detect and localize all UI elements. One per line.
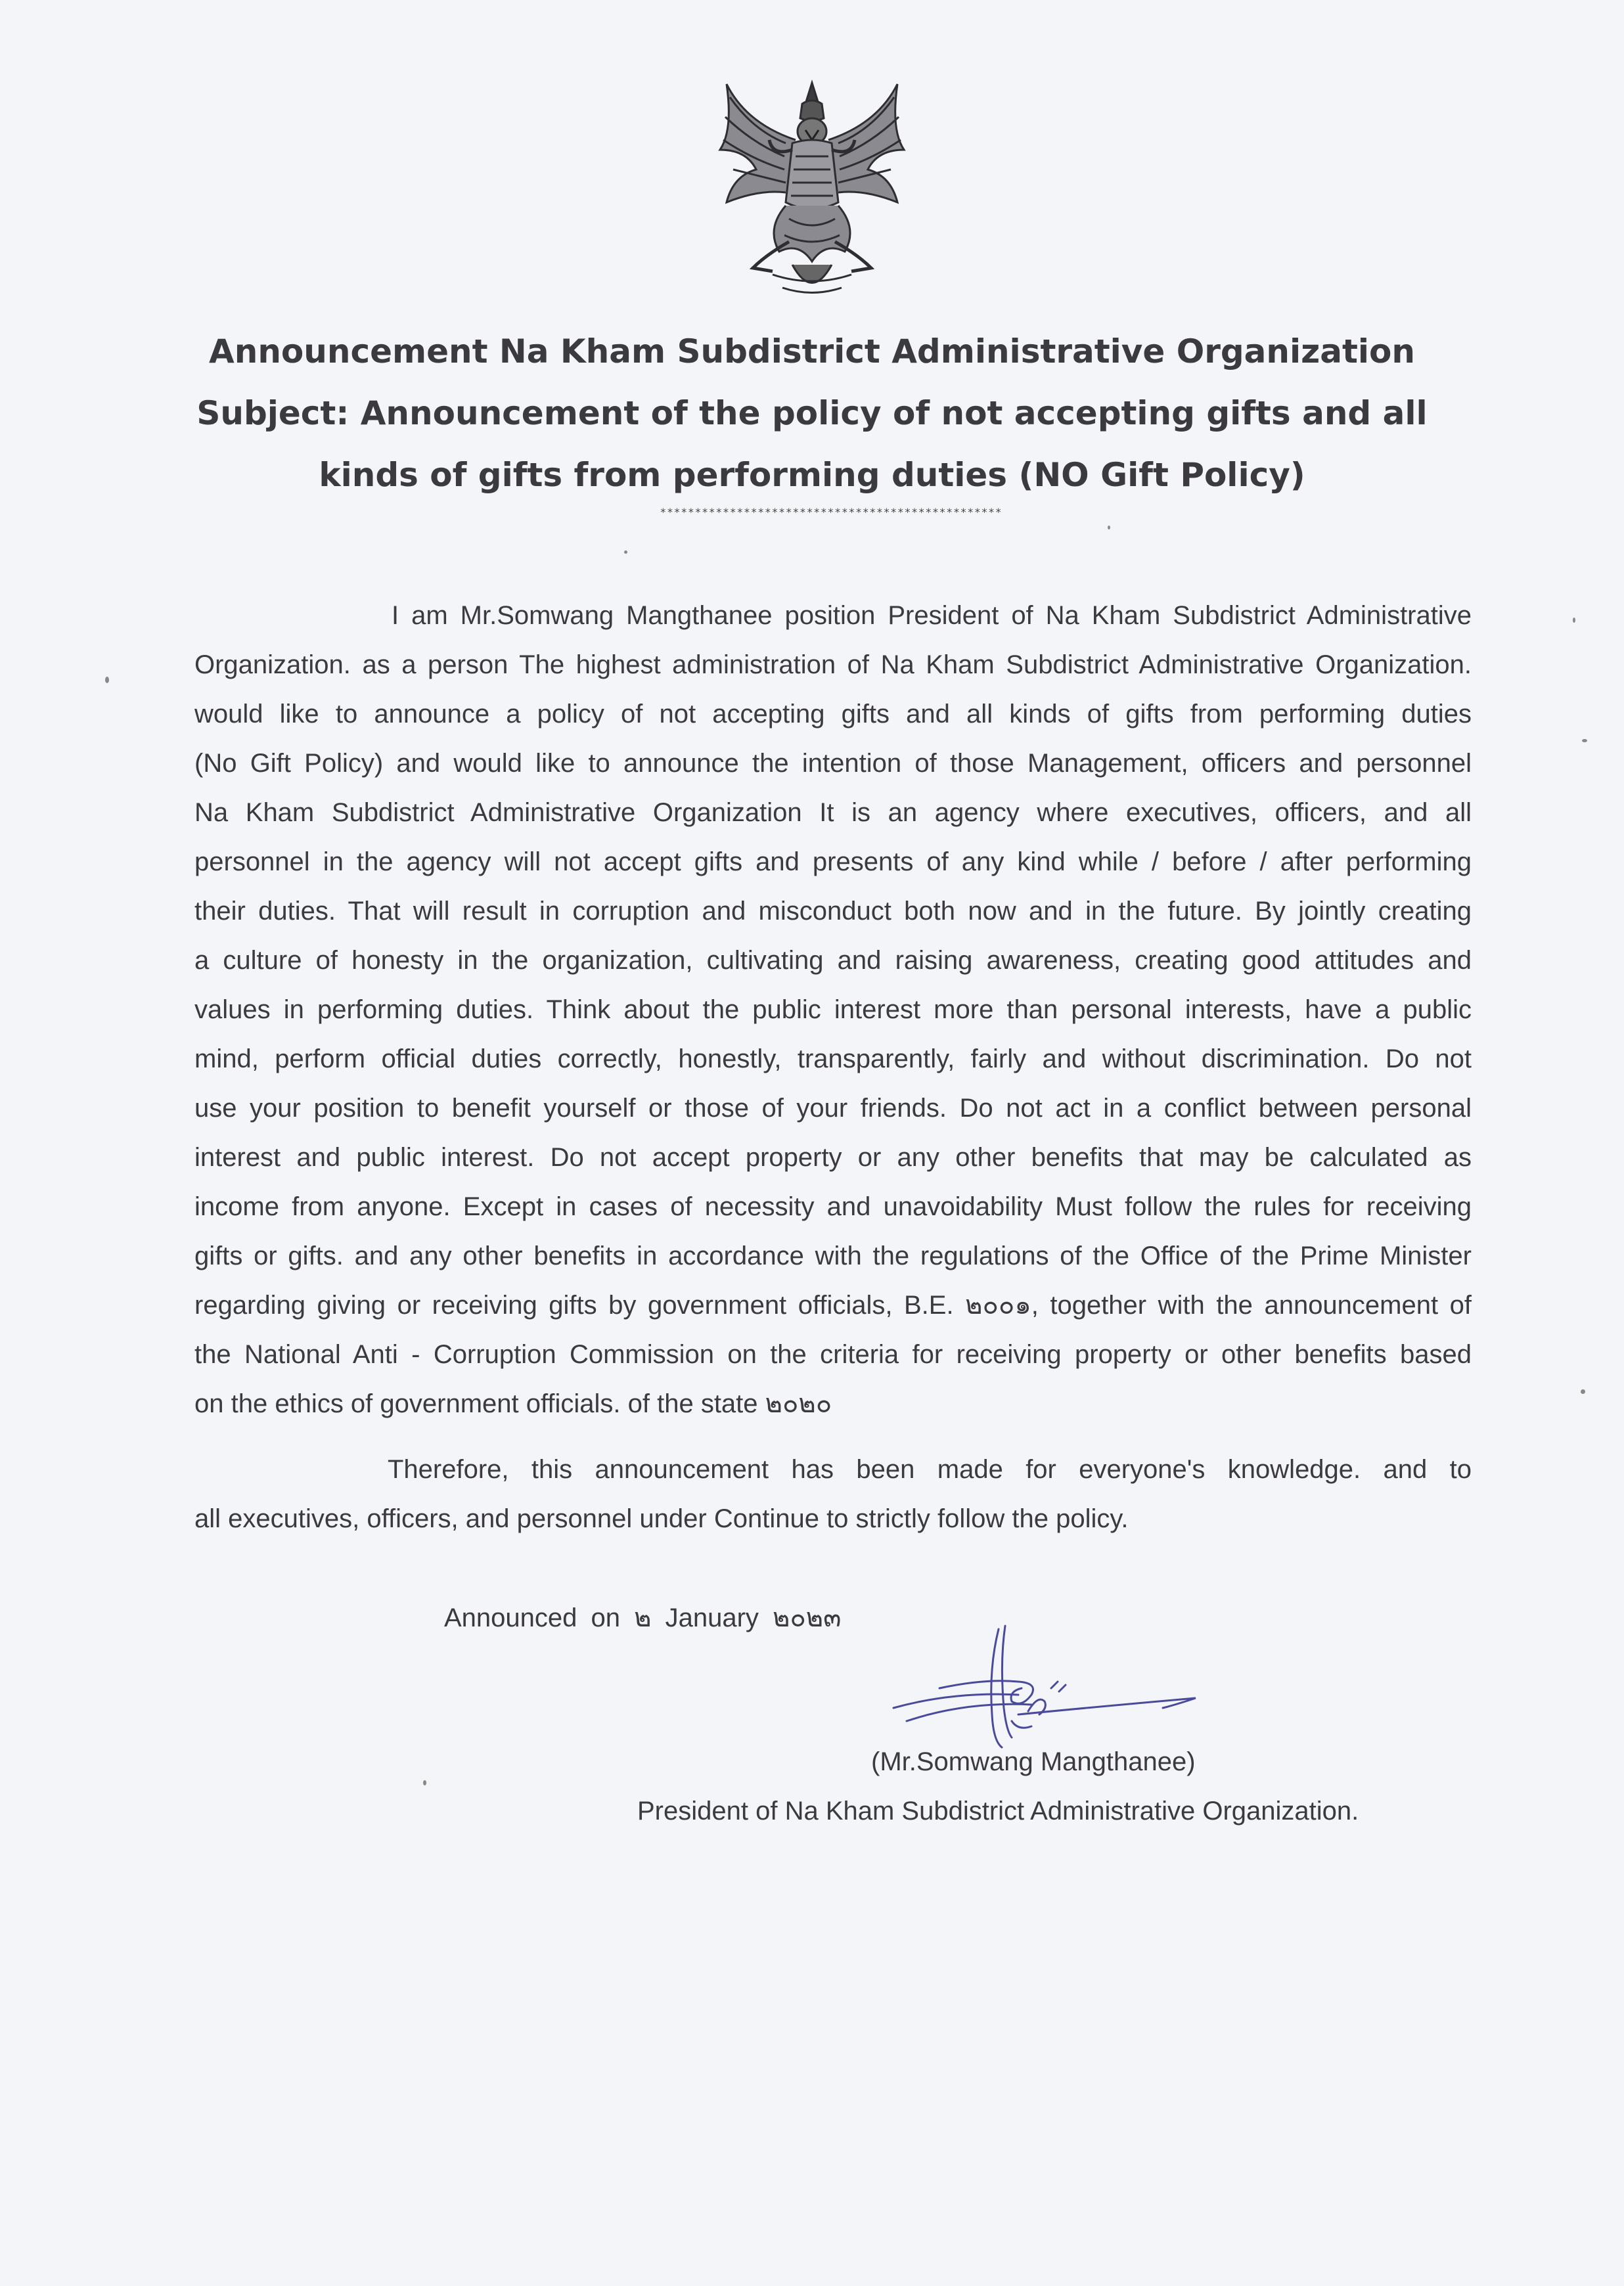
body-line: all executives, officers, and personnel under Continue to strictly follow the policy. <box>194 1504 1129 1533</box>
signature-icon <box>887 1616 1202 1754</box>
title-line-2: Subject: Announcement of the policy of not accepting gifts and all <box>196 394 1428 432</box>
body-line: interest and public interest. Do not accept property or any other benefits that may be calculated as <box>194 1143 1472 1172</box>
body-line: personnel in the agency will not accept gifts and presents of any kind while / before / after performing <box>194 847 1472 876</box>
body-line: the National Anti - Corruption Commission on the criteria for receiving property or other benefits based <box>194 1340 1472 1369</box>
body-line: Na Kham Subdistrict Administrative Organization It is an agency where executives, officers, and all <box>194 798 1472 827</box>
body-paragraph-2 <box>194 1445 1472 1544</box>
body-paragraph-1 <box>194 591 1472 1429</box>
body-line: income from anyone. Except in cases of necessity and unavoidability Must follow the rules for receiving <box>194 1192 1472 1221</box>
paper-speck <box>624 550 627 554</box>
paper-speck <box>105 677 109 683</box>
title-line-1: Announcement Na Kham Subdistrict Administrative Organization <box>209 332 1415 370</box>
signer-position: President of Na Kham Subdistrict Administrative Organization. <box>637 1797 1359 1826</box>
signer-name: (Mr.Somwang Mangthanee) <box>871 1747 1196 1776</box>
body-line: Therefore, this announcement has been made for everyone's knowledge. and to <box>388 1455 1472 1484</box>
garuda-emblem-icon <box>707 78 917 307</box>
body-line: a culture of honesty in the organization, cultivating and raising awareness, creating good attitudes and <box>194 946 1472 975</box>
body-line: values in performing duties. Think about the public interest more than personal interests, have a public <box>194 995 1472 1024</box>
document-title <box>131 321 1493 506</box>
paper-speck <box>1582 739 1587 742</box>
body-line: mind, perform official duties correctly, honestly, transparently, fairly and without discrimination. Do not <box>194 1044 1472 1073</box>
body-line: (No Gift Policy) and would like to announce the intention of those Management, officers and personnel <box>194 749 1472 778</box>
announcement-date: Announced on ๒ January ๒๐๒๓ <box>444 1603 842 1632</box>
body-line: on the ethics of government officials. of the state ๒๐๒๐ <box>194 1389 832 1418</box>
body-line: use your position to benefit yourself or those of your friends. Do not act in a conflict between personal <box>194 1094 1472 1123</box>
paper-speck <box>423 1780 426 1785</box>
body-line: Organization. as a person The highest administration of Na Kham Subdistrict Administrative Organization. <box>194 650 1472 679</box>
body-line: would like to announce a policy of not accepting gifts and all kinds of gifts from performing duties <box>194 700 1472 728</box>
body-line: regarding giving or receiving gifts by government officials, B.E. ๒๐๐๑, together with the announcement of <box>194 1291 1472 1320</box>
title-divider: ************************************************* <box>660 506 1003 518</box>
body-line: gifts or gifts. and any other benefits in accordance with the regulations of the Office of the Prime Minister <box>194 1242 1472 1270</box>
paper-speck <box>1108 526 1110 529</box>
body-line: their duties. That will result in corruption and misconduct both now and in the future. By jointly creating <box>194 897 1472 926</box>
body-line: I am Mr.Somwang Mangthanee position President of Na Kham Subdistrict Administrative <box>392 601 1472 630</box>
paper-speck <box>1573 617 1575 623</box>
title-line-3: kinds of gifts from performing duties (NO Gift Policy) <box>319 456 1305 494</box>
paper-speck <box>1581 1389 1585 1394</box>
